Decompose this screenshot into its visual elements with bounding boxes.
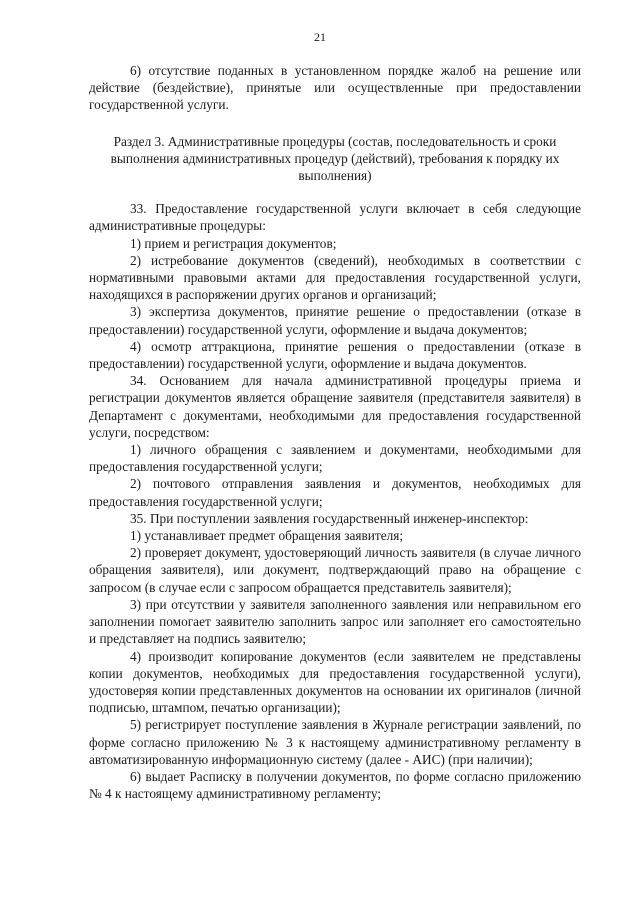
paragraph-34: 34. Основанием для начала административной процедуры приема и регистрации документов является обращение заявителя (представителя заявителя) в Департамент с документами, необходимыми для предоставления государственной услуги, посредством: <box>89 373 581 440</box>
list-item: 1) личного обращения с заявлением и документами, необходимыми для предоставления государственной услуги; <box>89 442 581 475</box>
list-item: 1) устанавливает предмет обращения заявителя; <box>130 528 404 544</box>
list-item: 6) выдает Расписку в получении документов, по форме согласно приложению № 4 к настоящему административному регламенту; <box>89 768 581 802</box>
list-item: 1) прием и регистрация документов; <box>130 235 337 251</box>
intro-paragraph: 6) отсутствие поданных в установленном порядке жалоб на решение или действие (бездействие), принятые или осуществленные при предоставлении государственной услуги. <box>89 63 581 113</box>
document-body <box>89 62 581 802</box>
list-item: 2) почтового отправления заявления и документов, необходимых для предоставления государственной услуги; <box>89 476 581 509</box>
list-item: 4) производит копирование документов (если заявителем не представлены копии документов, необходимых для предоставления государственной услуги), удостоверяя копии представленных документов на основании их оригиналов (личной подписью, штампом, печатью организации); <box>89 648 581 716</box>
list-item: 5) регистрирует поступление заявления в Журнале регистрации заявлений, по форме согласно приложению № 3 к настоящему административному регламенту в автоматизированную информационную систему (далее - АИС) (при наличии); <box>89 717 581 767</box>
page-number: 21 <box>314 30 326 44</box>
section-heading: Раздел 3. Административные процедуры (состав, последовательность и сроки выполнения административных процедур (действий), требования к порядку их выполнения) <box>110 133 560 184</box>
list-item: 4) осмотр аттракциона, принятие решения о предоставлении (отказе в предоставлении) государственной услуги, оформление и выдача документов. <box>89 338 581 372</box>
paragraph-35: 35. При поступлении заявления государственный инженер-инспектор: <box>130 510 529 526</box>
list-item: 2) истребование документов (сведений), необходимых в соответствии с нормативными правовыми актами для предоставления государственной услуги, находящихся в распоряжении других органов и организаций; <box>89 252 581 303</box>
list-item: 3) при отсутствии у заявителя заполненного заявления или неправильном его заполнении помогает заявителю заполнить запрос или заполняет его самостоятельно и представляет на подпись заявителю; <box>89 596 581 647</box>
list-item: 2) проверяет документ, удостоверяющий личность заявителя (в случае личного обращения заявителя), или документ, подтверждающий право на обращение с запросом (в случае если с запросом обращается представитель заявителя); <box>89 545 581 595</box>
paragraph-33: 33. Предоставление государственной услуги включает в себя следующие административные процедуры: <box>89 201 581 234</box>
list-item: 3) экспертиза документов, принятие решение о предоставлении (отказе в предоставлении) государственной услуги, оформление и выдача документов; <box>89 304 581 337</box>
